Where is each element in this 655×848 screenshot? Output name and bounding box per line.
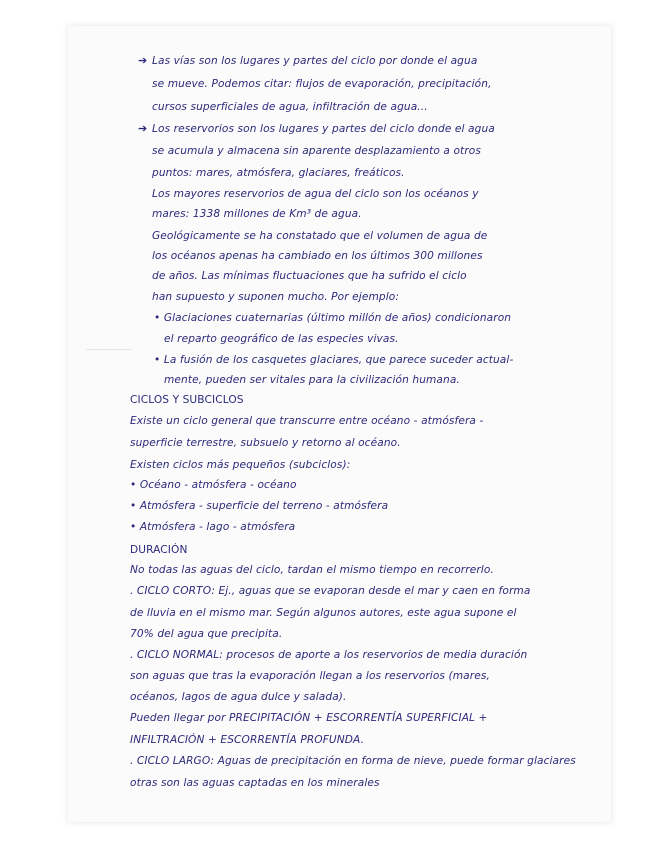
text-line: de años. Las mínimas fluctuaciones que ha sufrido el ciclo bbox=[152, 270, 467, 282]
text-line: superficie terrestre, subsuelo y retorno al océano. bbox=[130, 437, 401, 449]
text-line: . CICLO CORTO: Ej., aguas que se evaporan desde el mar y caen en forma bbox=[130, 585, 531, 597]
text-line: mares: 1338 millones de Km³ de agua. bbox=[152, 208, 362, 220]
text-line: INFILTRACIÓN + ESCORRENTÍA PROFUNDA. bbox=[130, 734, 365, 746]
section-heading: CICLOS Y SUBCICLOS bbox=[130, 394, 244, 406]
text-line: Las vías son los lugares y partes del ciclo por donde el agua bbox=[152, 55, 478, 67]
text-line: otras son las aguas captadas en los minerales bbox=[130, 777, 380, 789]
text-line: Existe un ciclo general que transcurre entre océano - atmósfera - bbox=[130, 415, 484, 427]
bullet-line: • Glaciaciones cuaternarias (último millón de años) condicionaron bbox=[154, 312, 512, 324]
text-line: el reparto geográfico de las especies vivas. bbox=[164, 333, 399, 345]
text-line: son aguas que tras la evaporación llegan a los reservorios (mares, bbox=[130, 670, 490, 682]
text-line: Geológicamente se ha constatado que el volumen de agua de bbox=[152, 230, 488, 242]
text-line: 70% del agua que precipita. bbox=[130, 628, 283, 640]
text-line: se mueve. Podemos citar: flujos de evaporación, precipitación, bbox=[152, 78, 492, 90]
bleed-through-mark bbox=[86, 349, 132, 350]
bullet-line: • Atmósfera - lago - atmósfera bbox=[130, 521, 296, 533]
text-line: Los reservorios son los lugares y partes del ciclo donde el agua bbox=[152, 123, 495, 135]
text-line: puntos: mares, atmósfera, glaciares, freáticos. bbox=[152, 167, 405, 179]
text-line: océanos, lagos de agua dulce y salada). bbox=[130, 691, 347, 703]
text-line: de lluvia en el mismo mar. Según algunos autores, este agua supone el bbox=[130, 607, 517, 619]
text-line: mente, pueden ser vitales para la civilización humana. bbox=[164, 374, 460, 386]
arrow-bullet-icon: ➔ bbox=[138, 122, 148, 135]
handwritten-page bbox=[68, 26, 611, 822]
bullet-line: • Océano - atmósfera - océano bbox=[130, 479, 297, 491]
text-line: . CICLO NORMAL: procesos de aporte a los reservorios de media duración bbox=[130, 649, 528, 661]
arrow-bullet-icon: ➔ bbox=[138, 54, 148, 67]
text-line: los océanos apenas ha cambiado en los últimos 300 millones bbox=[152, 250, 483, 262]
text-line: Los mayores reservorios de agua del ciclo son los océanos y bbox=[152, 188, 479, 200]
text-line: No todas las aguas del ciclo, tardan el mismo tiempo en recorrerlo. bbox=[130, 564, 494, 576]
bullet-line: • Atmósfera - superficie del terreno - atmósfera bbox=[130, 500, 389, 512]
text-line: Existen ciclos más pequeños (subciclos): bbox=[130, 459, 351, 471]
text-line: se acumula y almacena sin aparente desplazamiento a otros bbox=[152, 145, 481, 157]
text-line: han supuesto y suponen mucho. Por ejemplo: bbox=[152, 291, 399, 303]
bullet-line: • La fusión de los casquetes glaciares, que parece suceder actual- bbox=[154, 354, 514, 366]
text-line: cursos superficiales de agua, infiltración de agua... bbox=[152, 101, 428, 113]
text-line: . CICLO LARGO: Aguas de precipitación en forma de nieve, puede formar glaciares bbox=[130, 755, 576, 767]
section-heading: DURACIÓN bbox=[130, 544, 188, 556]
text-line: Pueden llegar por PRECIPITACIÓN + ESCORRENTÍA SUPERFICIAL + bbox=[130, 712, 488, 724]
